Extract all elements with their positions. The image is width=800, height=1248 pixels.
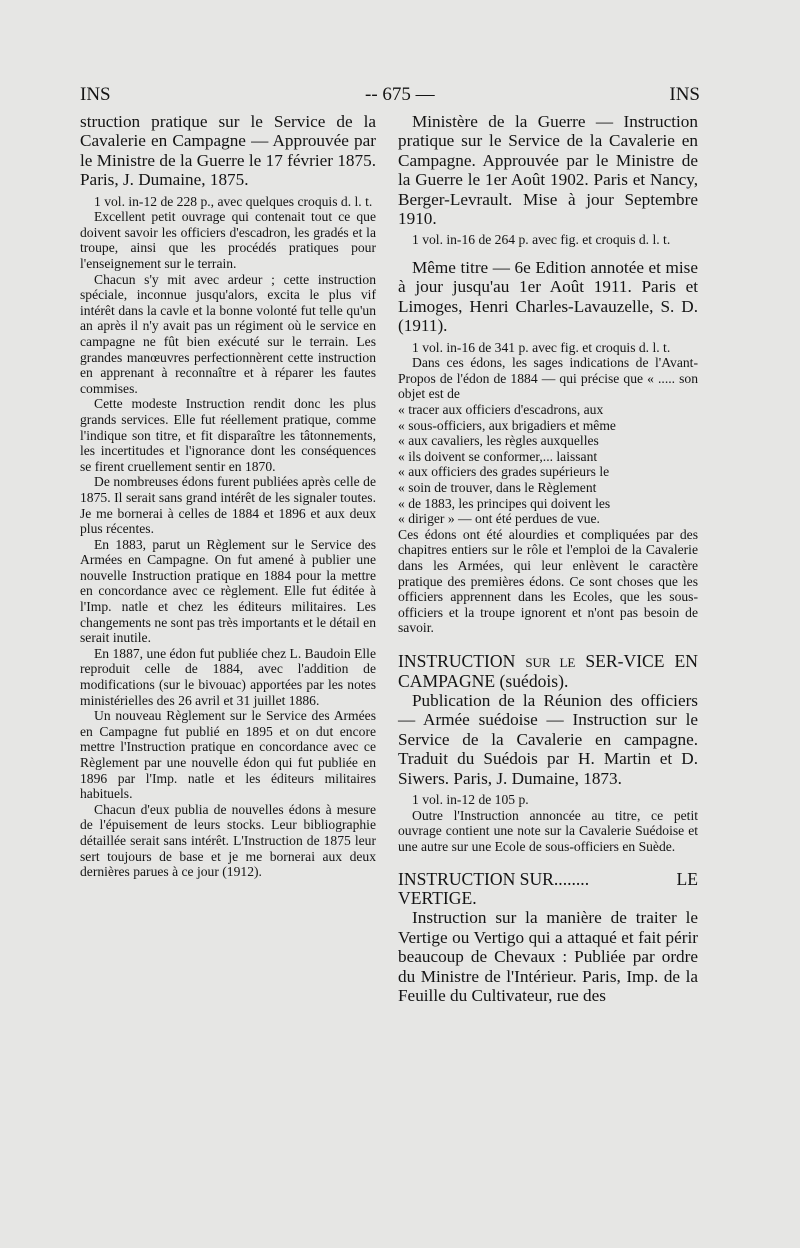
- entry-description: 1 vol. in-12 de 228 p., avec quelques croquis d. l. t.: [94, 193, 373, 209]
- quote-line: « soin de trouver, dans le Règlement: [398, 480, 597, 495]
- quote-line: « tracer aux officiers d'escadrons, aux: [398, 402, 604, 418]
- commentary-paragraph: En 1887, une édon fut publiée chez L. Baudoin Elle reproduit celle de 1884, avec l'addition de modifications (sur le bivouac) apportées par les notes ministérielles des 26 avril et 31 juillet 1886.: [80, 645, 376, 708]
- entry-description: 1 vol. in-12 de 105 p.: [412, 791, 529, 807]
- heading-keyword: INSTRUCTION: [398, 650, 516, 671]
- quote-line: « ils doivent se conformer,... laissant: [398, 448, 598, 464]
- bibliography-entry: Même titre — 6e Edition annotée et mise à jour jusqu'au 1er Août 1911. Paris et Limoges, Henri Charles-Lavauzelle, S. D. (1911).: [398, 258, 698, 336]
- left-column: [80, 112, 376, 880]
- commentary-paragraph: Dans ces édons, les sages indications de l'Avant-Propos de l'édon de 1884 — qui précise que « ..... son objet est de: [398, 355, 698, 402]
- heading-small-caps: LE: [676, 869, 698, 890]
- commentary-paragraph: Chacun s'y mit avec ardeur ; cette instruction spéciale, inconnue jusqu'alors, excita le plus vif intérêt dans la cavle et la bonne volonté fut telle qu'un an après il n'y avait pas un régiment où le service en campagne ne fût bien exécuté sur le terrain. Les grandes manœuvres perfectionnèrent cette instruction en apprenant à reconnaître et à réparer les fautes commises.: [80, 271, 376, 396]
- commentary-paragraph: Cette modeste Instruction rendit donc les plus grands services. Elle fut réellement pratique, comme l'indique son titre, et fit disparaître les tâtonnements, les incertitudes et l'ignorance dont les conséquences se firent cruellement sentir en 1870.: [80, 396, 376, 474]
- header-right-keyword: INS: [669, 84, 700, 105]
- running-header: [80, 84, 700, 110]
- entry-continuation: struction pratique sur le Service de la Cavalerie en Campagne — Approuvée par le Ministre de la Guerre le 17 février 1875. Paris, J. Dumaine, 1875.: [80, 112, 376, 190]
- bibliography-entry: Publication de la Réunion des officiers — Armée suédoise — Instruction sur le Service de la Cavalerie en campagne. Traduit du Suédois par H. Martin et D. Siwers. Paris, J. Dumaine, 1873.: [398, 690, 698, 788]
- heading-small-caps: SUR LE: [525, 654, 576, 670]
- heading-rest: VERTIGE.: [398, 888, 477, 909]
- entry-description: 1 vol. in-16 de 341 p. avec fig. et croquis d. l. t.: [412, 339, 671, 355]
- commentary-paragraph: Outre l'Instruction annoncée au titre, ce petit ouvrage contient une note sur la Cavalerie Suédoise et une autre sur une Ecole de sous-officiers en Suède.: [398, 807, 698, 854]
- quote-line: « sous-officiers, aux brigadiers et même: [398, 417, 616, 433]
- heading-rest: SER-VICE EN CAMPAGNE (suédois).: [398, 650, 698, 691]
- header-left-keyword: INS: [80, 84, 111, 105]
- quotation-block: [398, 402, 698, 527]
- quote-line: « diriger » — ont été perdues de vue.: [398, 511, 600, 527]
- commentary-paragraph: De nombreuses édons furent publiées après celle de 1875. Il serait sans grand intérêt de les signaler toutes. Je me bornerai à celles de 1884 et 1896 et aux deux plus récentes.: [80, 474, 376, 537]
- commentary-paragraph: Chacun d'eux publia de nouvelles édons à mesure de l'épuisement de leurs stocks. Leur bibliographie détaillée serait sans intérêt. L'Instruction de 1875 leur sert toujours de base et je me bornerai aux deux dernières parues à ce jour (1912).: [80, 801, 376, 880]
- heading-keyword: INSTRUCTION SUR........: [398, 869, 590, 890]
- right-column: [398, 112, 698, 1005]
- section-heading: [398, 870, 698, 908]
- commentary-paragraph: En 1883, parut un Règlement sur le Service des Armées en Campagne. On fut amené à publier une nouvelle Instruction pratique en 1884 pour la mettre en concordance avec ce règlement. Elle fut éditée à l'Imp. natle et chez les éditeurs militaires. Les changements ne sont pas très importants et le détail en serait inutile.: [80, 536, 376, 646]
- commentary-paragraph: Excellent petit ouvrage qui contenait tout ce que doivent savoir les officiers d'escadron, les gradés et la troupe, ainsi que les procédés pratiques pour l'enseignement sur le terrain.: [80, 209, 376, 271]
- commentary-paragraph: Ces édons ont été alourdies et compliquées par des chapitres entiers sur le rôle et l'emploi de la Cavalerie dans les Armées, qui leur enlèvent le caractère pratique des premières édons. Ce sont choses que les officiers apprennent dans les Ecoles, que les sous-officiers et la troupe ignorent et n'ont pas besoin de savoir.: [398, 526, 698, 636]
- quote-line: « de 1883, les principes qui doivent les: [398, 495, 611, 511]
- bibliography-entry: Ministère de la Guerre — Instruction pratique sur le Service de la Cavalerie en Campagne. Approuvée par le Ministre de la Guerre le 1er Août 1902. Paris et Nancy, Berger-Levrault. Mise à jour Septembre 1910.: [398, 112, 698, 229]
- page-number: -- 675 —: [365, 84, 435, 105]
- bibliography-entry: Instruction sur la manière de traiter le Vertige ou Vertigo qui a attaqué et fait périr beaucoup de Chevaux : Publiée par ordre du Ministre de l'Intérieur. Paris, Imp. de la Feuille du Cultivateur, rue des: [398, 908, 698, 1005]
- section-heading: [398, 652, 698, 691]
- commentary-paragraph: Un nouveau Règlement sur le Service des Armées en Campagne fut publié en 1895 et on dut encore mettre l'Instruction pratique en concordance avec ce Règlement par une nouvelle édon qui fut publiée en 1896 par l'Imp. natle et les éditeurs militaires habituels.: [80, 708, 376, 802]
- quote-line: « aux officiers des grades supérieurs le: [398, 464, 610, 480]
- quote-line: « aux cavaliers, les règles auxquelles: [398, 433, 599, 449]
- entry-description: 1 vol. in-16 de 264 p. avec fig. et croquis d. l. t.: [412, 232, 671, 248]
